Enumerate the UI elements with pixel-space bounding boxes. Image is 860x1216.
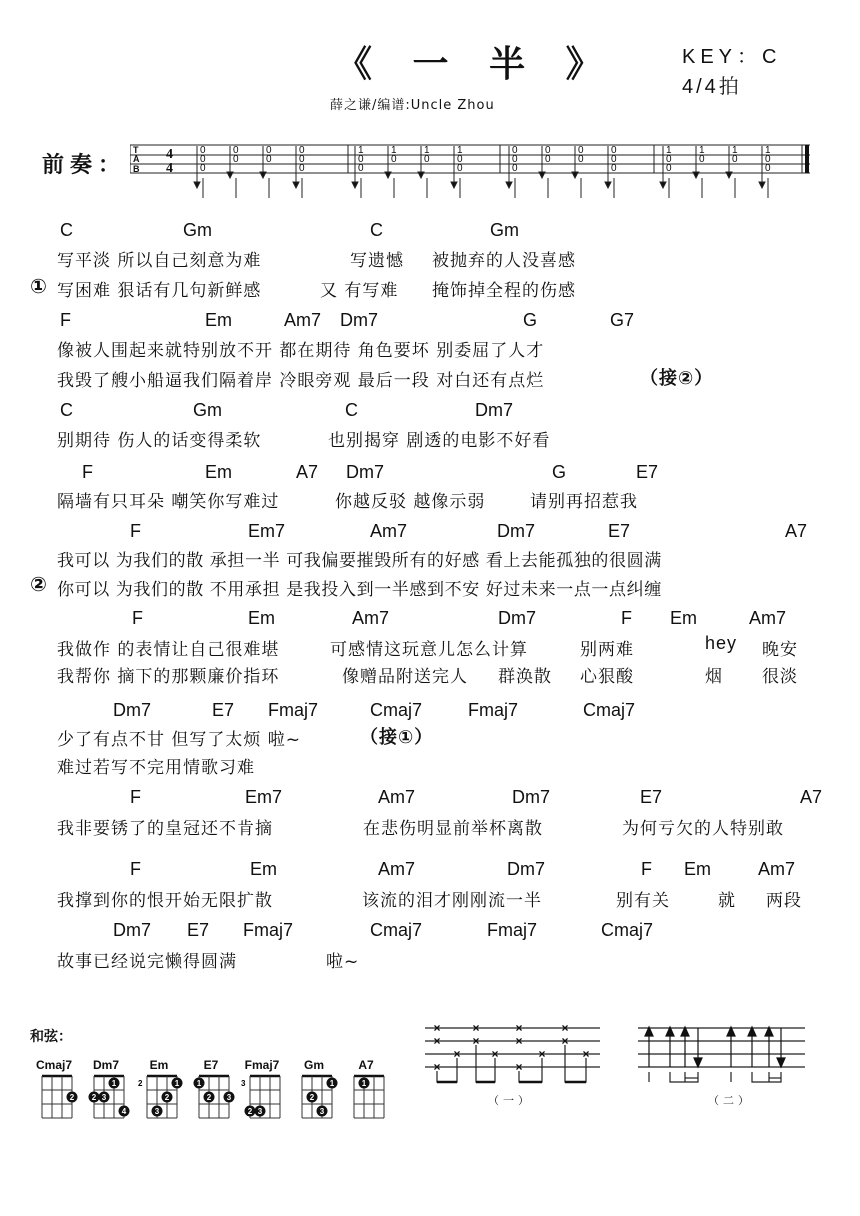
svg-text:0: 0 (699, 154, 705, 165)
svg-text:×: × (561, 1021, 569, 1035)
chord: E7 (640, 787, 663, 807)
svg-text:0: 0 (512, 145, 518, 156)
chord: G7 (610, 310, 635, 330)
svg-text:0: 0 (545, 154, 551, 165)
lyric-line: 为何亏欠的人特别敢 (622, 819, 784, 839)
svg-text:0: 0 (424, 154, 430, 165)
chord: Fmaj7 (468, 700, 519, 720)
chord: Fmaj7 (243, 920, 294, 940)
svg-text:0: 0 (611, 145, 617, 156)
svg-text:2: 2 (164, 1093, 170, 1102)
svg-text:×: × (538, 1047, 546, 1061)
chord: Dm7 (497, 521, 536, 541)
chord: Dm7 (475, 400, 514, 420)
svg-text:0: 0 (358, 154, 364, 165)
chord: Gm (490, 220, 519, 240)
svg-text:0: 0 (578, 145, 584, 156)
fingerpicking-pattern (420, 1020, 605, 1085)
svg-text:×: × (433, 1034, 441, 1048)
chord: Gm (183, 220, 212, 240)
chord: Em (248, 608, 275, 628)
chord: Dm7 (498, 608, 537, 628)
lyric-line: 别期待 伤人的话变得柔软 (57, 431, 262, 451)
chord: Am7 (352, 608, 390, 628)
chord: Dm7 (113, 920, 152, 940)
chord-diagram-e7 (189, 1058, 239, 1120)
chord: F (60, 310, 71, 330)
chord: Dm7 (340, 310, 379, 330)
svg-text:2: 2 (247, 1107, 253, 1116)
svg-text:1: 1 (174, 1079, 180, 1088)
chord: Fmaj7 (268, 700, 319, 720)
chord: Em7 (245, 787, 283, 807)
svg-text:0: 0 (299, 163, 305, 174)
chord-name: Cmaj7 (35, 1058, 73, 1072)
lyric-line: 又 有写难 (320, 281, 399, 301)
svg-text:0: 0 (358, 163, 364, 174)
svg-text:3: 3 (241, 1079, 246, 1088)
lyric-line: 两段 (766, 891, 802, 911)
pattern-label-1: （一） (488, 1094, 533, 1107)
svg-text:2: 2 (138, 1079, 143, 1088)
jump-instruction: （接②） (640, 368, 714, 389)
chord-diagram-fmaj7 (240, 1058, 290, 1120)
chord: E7 (212, 700, 235, 720)
svg-text:0: 0 (391, 154, 397, 165)
chord: Am7 (758, 859, 796, 879)
lyric-line: 别两难 (580, 640, 634, 660)
svg-text:×: × (515, 1021, 523, 1035)
lyric-line: 啦~ (326, 952, 360, 972)
svg-text:0: 0 (200, 145, 206, 156)
chord: Cmaj7 (601, 920, 654, 940)
chord: Cmaj7 (370, 700, 423, 720)
lyric-line: 你可以 为我们的散 不用承担 是我投入到一半感到不安 好过未来一点一点纠缠 (57, 580, 662, 600)
svg-text:B: B (133, 164, 140, 174)
time-signature: 4/4拍 (682, 76, 742, 98)
lyric-line: 写困难 狠话有几句新鲜感 (57, 281, 262, 301)
svg-text:3: 3 (226, 1093, 232, 1102)
chord: E7 (608, 521, 631, 541)
svg-text:×: × (582, 1047, 590, 1061)
svg-text:0: 0 (512, 154, 518, 165)
chord: Am7 (284, 310, 322, 330)
svg-text:0: 0 (545, 145, 551, 156)
lyric-line: 心狠酸 (580, 667, 634, 687)
lyric-line: 很淡 (762, 667, 798, 687)
chord-diagram-dm7 (84, 1058, 134, 1120)
svg-text:1: 1 (424, 145, 430, 156)
svg-text:×: × (433, 1060, 441, 1074)
chord: Am7 (378, 787, 416, 807)
chord: F (621, 608, 632, 628)
svg-text:1: 1 (329, 1079, 335, 1088)
lyric-line: 被抛弃的人没喜感 (432, 251, 576, 271)
svg-text:0: 0 (200, 163, 206, 174)
chord: A7 (296, 462, 319, 482)
lyric-line: 群涣散 (498, 667, 552, 687)
chord: Em (205, 462, 232, 482)
svg-text:×: × (433, 1021, 441, 1035)
lyric-line: 我可以 为我们的散 承担一半 可我偏要摧毁所有的好感 看上去能孤独的很圆满 (57, 551, 662, 571)
svg-text:×: × (561, 1034, 569, 1048)
chord-diagram-em (137, 1058, 187, 1120)
chord: E7 (636, 462, 659, 482)
chord: Am7 (378, 859, 416, 879)
svg-text:×: × (472, 1021, 480, 1035)
chord: F (130, 859, 141, 879)
svg-text:3: 3 (319, 1107, 325, 1116)
chord: F (132, 608, 143, 628)
svg-text:1: 1 (361, 1079, 367, 1088)
lyric-line: 隔墙有只耳朵 嘲笑你写难过 (57, 492, 280, 512)
chord: A7 (785, 521, 808, 541)
section-marker-2: ② (30, 572, 47, 596)
song-title: 《 一 半 》 (336, 44, 616, 85)
svg-text:0: 0 (512, 163, 518, 174)
svg-text:3: 3 (101, 1093, 107, 1102)
chord: Dm7 (507, 859, 546, 879)
lyric-line: 写遗憾 (350, 251, 404, 271)
svg-text:2: 2 (91, 1093, 97, 1102)
svg-text:0: 0 (666, 163, 672, 174)
svg-text:3: 3 (257, 1107, 263, 1116)
lyric-line: 掩饰掉全程的伤感 (432, 281, 576, 301)
svg-text:2: 2 (69, 1093, 75, 1102)
chord: F (641, 859, 652, 879)
chord: Am7 (749, 608, 787, 628)
svg-text:0: 0 (457, 163, 463, 174)
svg-text:2: 2 (206, 1093, 212, 1102)
chord: F (130, 521, 141, 541)
lyric-line: 在悲伤明显前举杯离散 (363, 819, 543, 839)
chord-name: Em (149, 1058, 169, 1072)
svg-text:0: 0 (266, 145, 272, 156)
svg-text:1: 1 (358, 145, 364, 156)
chord: Em (684, 859, 711, 879)
chord-name: Fmaj7 (244, 1058, 280, 1072)
chord: Em7 (248, 521, 286, 541)
chord: Em (205, 310, 232, 330)
lyric-line: 请别再招惹我 (530, 492, 638, 512)
svg-text:3: 3 (154, 1107, 160, 1116)
svg-text:1: 1 (111, 1079, 117, 1088)
chord: Gm (193, 400, 222, 420)
credit-line: 薛之谦/编谱:Uncle Zhou (330, 98, 495, 113)
lyric-line: 烟 (705, 667, 723, 687)
lyric-line: 我帮你 摘下的那颗廉价指环 (57, 667, 280, 687)
chord: F (130, 787, 141, 807)
svg-text:0: 0 (666, 154, 672, 165)
section-marker-1: ① (30, 274, 47, 298)
song-key: KEY：C (682, 46, 782, 68)
svg-text:×: × (472, 1034, 480, 1048)
svg-text:1: 1 (457, 145, 463, 156)
chord: Dm7 (113, 700, 152, 720)
chord: Em (670, 608, 697, 628)
lyric-line: 别有关 (616, 891, 670, 911)
intro-tablature (130, 140, 830, 200)
lyric-line: 难过若写不完用情歌习难 (57, 758, 255, 778)
svg-text:×: × (491, 1047, 499, 1061)
svg-text:0: 0 (299, 154, 305, 165)
lyric-line: 故事已经说完懒得圆满 (57, 952, 237, 972)
chord-diagram-a7 (344, 1058, 394, 1120)
chord: G (552, 462, 567, 482)
strumming-pattern (635, 1020, 810, 1085)
pattern-label-2: （二） (708, 1094, 753, 1107)
chord: F (82, 462, 93, 482)
chord: Am7 (370, 521, 408, 541)
chord-name: Dm7 (92, 1058, 119, 1072)
chord: G (523, 310, 538, 330)
chord-name: A7 (358, 1058, 374, 1072)
svg-text:4: 4 (121, 1107, 127, 1116)
jump-instruction: （接①） (360, 727, 434, 748)
lyric-line: 我做作 的表情让自己很难堪 (57, 640, 280, 660)
chord: Em (250, 859, 277, 879)
chord: E7 (187, 920, 210, 940)
svg-text:1: 1 (196, 1079, 202, 1088)
lyric-line: 也别揭穿 剧透的电影不好看 (328, 431, 551, 451)
chord: Dm7 (346, 462, 385, 482)
svg-text:×: × (453, 1047, 461, 1061)
svg-text:4: 4 (166, 147, 173, 162)
lyric-line: 我撑到你的恨开始无限扩散 (57, 891, 273, 911)
lyric-line: 我非要锈了的皇冠还不肯摘 (57, 819, 273, 839)
svg-text:0: 0 (457, 154, 463, 165)
svg-text:1: 1 (765, 145, 771, 156)
svg-text:2: 2 (309, 1093, 315, 1102)
chord-diagram-cmaj7 (32, 1058, 82, 1120)
svg-text:4: 4 (166, 161, 173, 176)
tab-letter-t: T (133, 145, 139, 155)
lyric-line: 你越反驳 越像示弱 (335, 492, 486, 512)
chord: C (60, 220, 73, 240)
lyric-line: 可感情这玩意儿怎么计算 (330, 640, 528, 660)
lyric-line: 少了有点不甘 但写了太烦 啦~ (57, 730, 302, 750)
svg-text:1: 1 (391, 145, 397, 156)
lyric-line: 晚安 (762, 640, 798, 660)
svg-text:0: 0 (233, 145, 239, 156)
lyric-line: 像被人围起来就特别放不开 都在期待 角色要坏 别委屈了人才 (57, 341, 545, 361)
svg-text:1: 1 (666, 145, 672, 156)
chord-name: E7 (203, 1058, 219, 1072)
chord: Cmaj7 (370, 920, 423, 940)
lyric-line: hey (705, 633, 738, 653)
chord: Fmaj7 (487, 920, 538, 940)
svg-text:0: 0 (611, 154, 617, 165)
svg-text:0: 0 (578, 154, 584, 165)
lyric-line: 该流的泪才刚刚流一半 (362, 891, 542, 911)
svg-text:0: 0 (200, 154, 206, 165)
svg-text:×: × (515, 1034, 523, 1048)
svg-text:0: 0 (266, 154, 272, 165)
svg-text:0: 0 (233, 154, 239, 165)
chord: Cmaj7 (583, 700, 636, 720)
chord-diagrams-label: 和弦： (30, 1029, 72, 1045)
lyric-line: 写平淡 所以自己刻意为难 (57, 251, 262, 271)
svg-text:0: 0 (732, 154, 738, 165)
chord: Dm7 (512, 787, 551, 807)
svg-text:0: 0 (299, 145, 305, 156)
chord-diagram-gm (292, 1058, 342, 1120)
lyric-line: 就 (718, 891, 736, 911)
svg-text:0: 0 (611, 163, 617, 174)
svg-text:1: 1 (699, 145, 705, 156)
chord: C (60, 400, 73, 420)
lyric-line: 我毁了艘小船逼我们隔着岸 冷眼旁观 最后一段 对白还有点烂 (57, 371, 545, 391)
intro-label: 前奏： (42, 153, 127, 178)
svg-text:0: 0 (765, 154, 771, 165)
chord: C (370, 220, 383, 240)
svg-text:A: A (133, 154, 140, 164)
chord-name: Gm (303, 1058, 324, 1072)
lyric-line: 像赠品附送完人 (342, 667, 468, 687)
svg-text:×: × (515, 1060, 523, 1074)
chord: A7 (800, 787, 823, 807)
svg-text:0: 0 (765, 163, 771, 174)
svg-text:1: 1 (732, 145, 738, 156)
chord: C (345, 400, 358, 420)
